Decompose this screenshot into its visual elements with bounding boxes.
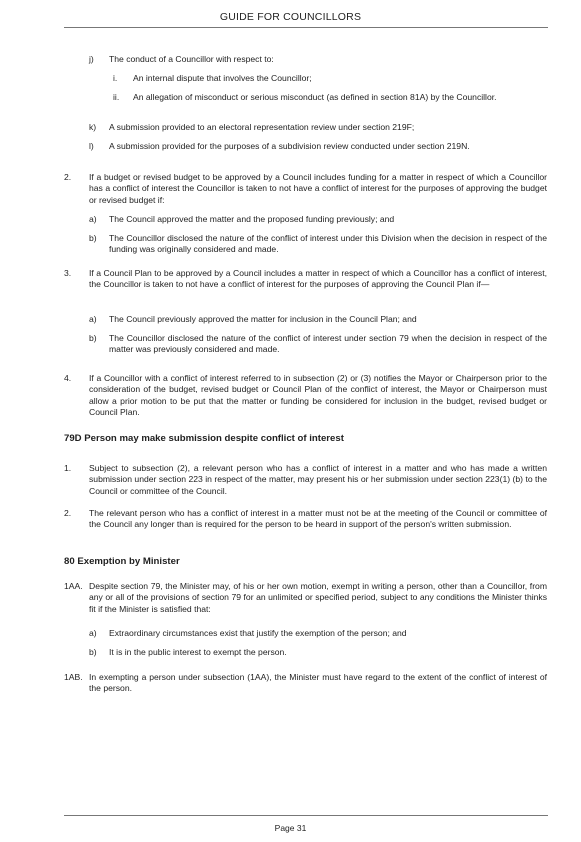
item-number: 2. — [64, 508, 72, 518]
item-text: If a Councillor with a conflict of interest referred to in subsection (2) or (3) notifies the Mayor or Chairperson prior to the consideration of the budget, revised budget or Council Plan of the conflict of interest, the Mayor or Chairperson must allow a prior motion to be put that the matter or funding be considered for inclusion in the budget, revised budget or Council Plan. — [89, 373, 547, 418]
item-number: 1. — [64, 463, 72, 473]
footer-rule — [64, 815, 548, 816]
item-number: a) — [89, 628, 97, 638]
item-number: j) — [89, 54, 94, 64]
item-number: k) — [89, 122, 97, 132]
page-number: Page 31 — [274, 823, 307, 833]
item-number: 4. — [64, 373, 72, 383]
item-number: l) — [89, 141, 94, 151]
item-number: b) — [89, 333, 97, 343]
item-number: b) — [89, 647, 97, 657]
item-text: The Councillor disclosed the nature of the conflict of interest under section 79 when the decision in respect of the matter was previously considered and made. — [109, 333, 547, 355]
item-text: An allegation of misconduct or serious misconduct (as defined in section 81A) by the Councillor. — [133, 92, 497, 102]
item-number: 1AB. — [64, 672, 83, 682]
item-number: 1AA. — [64, 581, 83, 591]
item-text: If a Council Plan to be approved by a Council includes a matter in respect of which a Councillor has a conflict of interest, the Councillor is taken to not have a conflict of interest for the purposes of approving the Council Plan if— — [89, 268, 547, 290]
item-text: Subject to subsection (2), a relevant person who has a conflict of interest in a matter and who has made a written submission under section 223 in respect of the matter, may present his or her submission under section 223(1) (b) to the Council or committee of the Council. — [89, 463, 547, 496]
item-text: If a budget or revised budget to be approved by a Council includes funding for a matter in respect of which a Councillor has a conflict of interest the Councillor is taken to not have a conflict of interest for the purposes of approving the budget or revised budget if: — [89, 172, 547, 205]
document-title: GUIDE FOR COUNCILLORS — [219, 11, 362, 23]
item-number: b) — [89, 233, 97, 243]
item-number: i. — [113, 73, 118, 83]
section-heading-79d: 79D Person may make submission despite conflict of interest — [64, 433, 344, 444]
item-number: 2. — [64, 172, 72, 182]
item-text: It is in the public interest to exempt the person. — [109, 647, 287, 657]
item-text: Despite section 79, the Minister may, of his or her own motion, exempt in writing a person, other than a Councillor, from any or all of the provisions of section 79 for an unlimited or specified period, subject to any conditions the Minister thinks fit if the Minister is satisfied that: — [89, 581, 547, 614]
item-text: The conduct of a Councillor with respect to: — [109, 54, 274, 64]
header-rule — [64, 27, 548, 28]
item-number: 3. — [64, 268, 72, 278]
item-text: Extraordinary circumstances exist that justify the exemption of the person; and — [109, 628, 407, 638]
item-text: A submission provided to an electoral representation review under section 219F; — [109, 122, 415, 132]
item-text: The relevant person who has a conflict of interest in a matter must not be at the meeting of the Council or committee of the Council any longer than is required for the person to be heard in support of the person's written submission. — [89, 508, 547, 530]
item-text: The Council previously approved the matter for inclusion in the Council Plan; and — [109, 314, 417, 324]
item-text: The Councillor disclosed the nature of the conflict of interest under this Division when the decision in respect of the funding was originally considered and made. — [109, 233, 547, 255]
item-text: In exempting a person under subsection (1AA), the Minister must have regard to the extent of the conflict of interest of the person. — [89, 672, 547, 694]
item-text: An internal dispute that involves the Councillor; — [133, 73, 312, 83]
section-heading-80: 80 Exemption by Minister — [64, 556, 180, 567]
item-number: a) — [89, 314, 97, 324]
item-number: ii. — [113, 92, 120, 102]
item-text: A submission provided for the purposes of a subdivision review conducted under section 219N. — [109, 141, 470, 151]
item-number: a) — [89, 214, 97, 224]
item-text: The Council approved the matter and the proposed funding previously; and — [109, 214, 395, 224]
